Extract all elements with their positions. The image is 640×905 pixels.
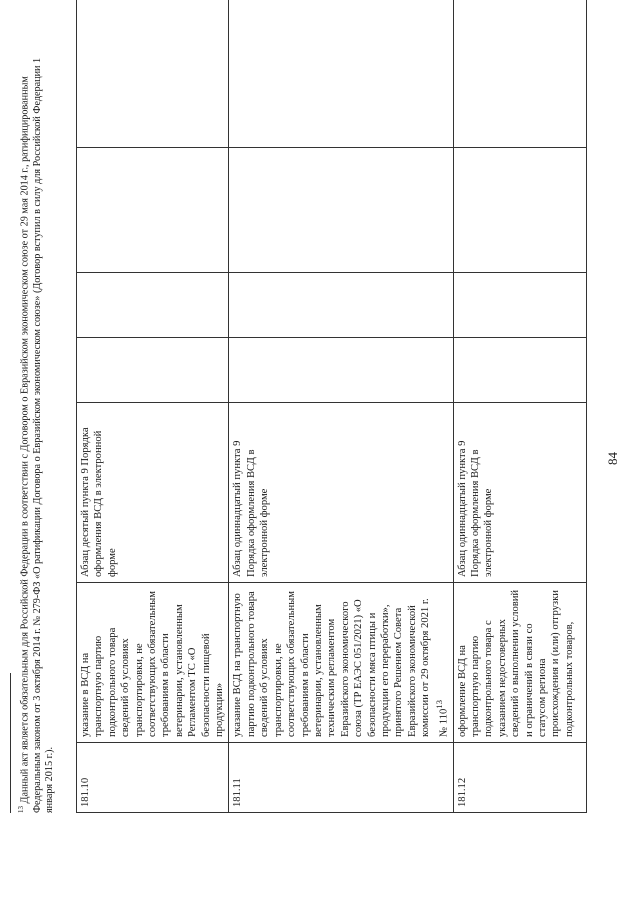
footnote-marker: 13 bbox=[17, 806, 25, 813]
empty-cell bbox=[453, 338, 586, 403]
footnote-text: Данный акт является обязательным для Российской Федерации в соответствии с Договором о Евразийском экономическом союзе от 29 мая 2014 г., ратифицированным Федеральным законом от 3 октября 2014 г. № 279-ФЗ «О ратификации Договора о Евразийском экономическом союзе» (Договор вступил в силу для Российской Федерации 1 января 2015 г.). bbox=[19, 57, 56, 813]
empty-cell bbox=[453, 148, 586, 273]
row-reference: Абзац одиннадцатый пункта 9 Порядка оформления ВСД в электронной форме bbox=[229, 403, 453, 583]
row-description-text: указание ВСД на транспортную партию подконтрольного товара сведений об условиях транспортировки, не соответствующих обязательным требованиям в области ветеринарии, установленным техническим регламентом Евразийского экономического союза (ТР ЕАЭС 051/2021) «О безопасности мяса птицы и продукции его переработки», принятого Решением Совета Евразийского экономической комиссии от 29 октября 2021 г. № 110 bbox=[232, 591, 450, 737]
row-description: указание в ВСД на транспортную партию подконтрольного товара сведений об условиях транспортировки, не соответствующих обязательным требованиям в области ветеринарии, установленным Регламентом ТС «О безопасности пищевой продукции» bbox=[77, 583, 229, 743]
empty-cell bbox=[77, 273, 229, 338]
page-number: 84 bbox=[605, 452, 620, 465]
empty-cell bbox=[229, 338, 453, 403]
empty-cell bbox=[453, 273, 586, 338]
row-description bbox=[229, 583, 453, 743]
row-number: 181.11 bbox=[229, 743, 453, 813]
footnote-divider bbox=[10, 673, 11, 813]
empty-cell bbox=[453, 0, 586, 148]
row-description: оформление ВСД на транспортную партию подконтрольного товара с указанием недостоверных сведений о выполнении условий и ограничений в связи со статусом региона происхождения и (или) отгрузки подконтрольных товаров, bbox=[453, 583, 586, 743]
row-reference: Абзац одиннадцатый пункта 9 Порядка оформления ВСД в электронной форме bbox=[453, 403, 586, 583]
row-number: 181.10 bbox=[77, 743, 229, 813]
empty-cell bbox=[77, 338, 229, 403]
violations-table bbox=[76, 0, 587, 813]
row-number: 181.12 bbox=[453, 743, 586, 813]
empty-cell bbox=[229, 273, 453, 338]
row-reference: Абзац десятый пункта 9 Порядка оформления ВСД в электронной форме bbox=[77, 403, 229, 583]
footnote-ref: 13 bbox=[433, 699, 444, 709]
empty-cell bbox=[77, 0, 229, 148]
empty-cell bbox=[229, 0, 453, 148]
table-row bbox=[453, 0, 586, 813]
table-row bbox=[77, 0, 229, 813]
empty-cell bbox=[229, 148, 453, 273]
footnote bbox=[10, 33, 57, 813]
table-row bbox=[229, 0, 453, 813]
empty-cell bbox=[77, 148, 229, 273]
